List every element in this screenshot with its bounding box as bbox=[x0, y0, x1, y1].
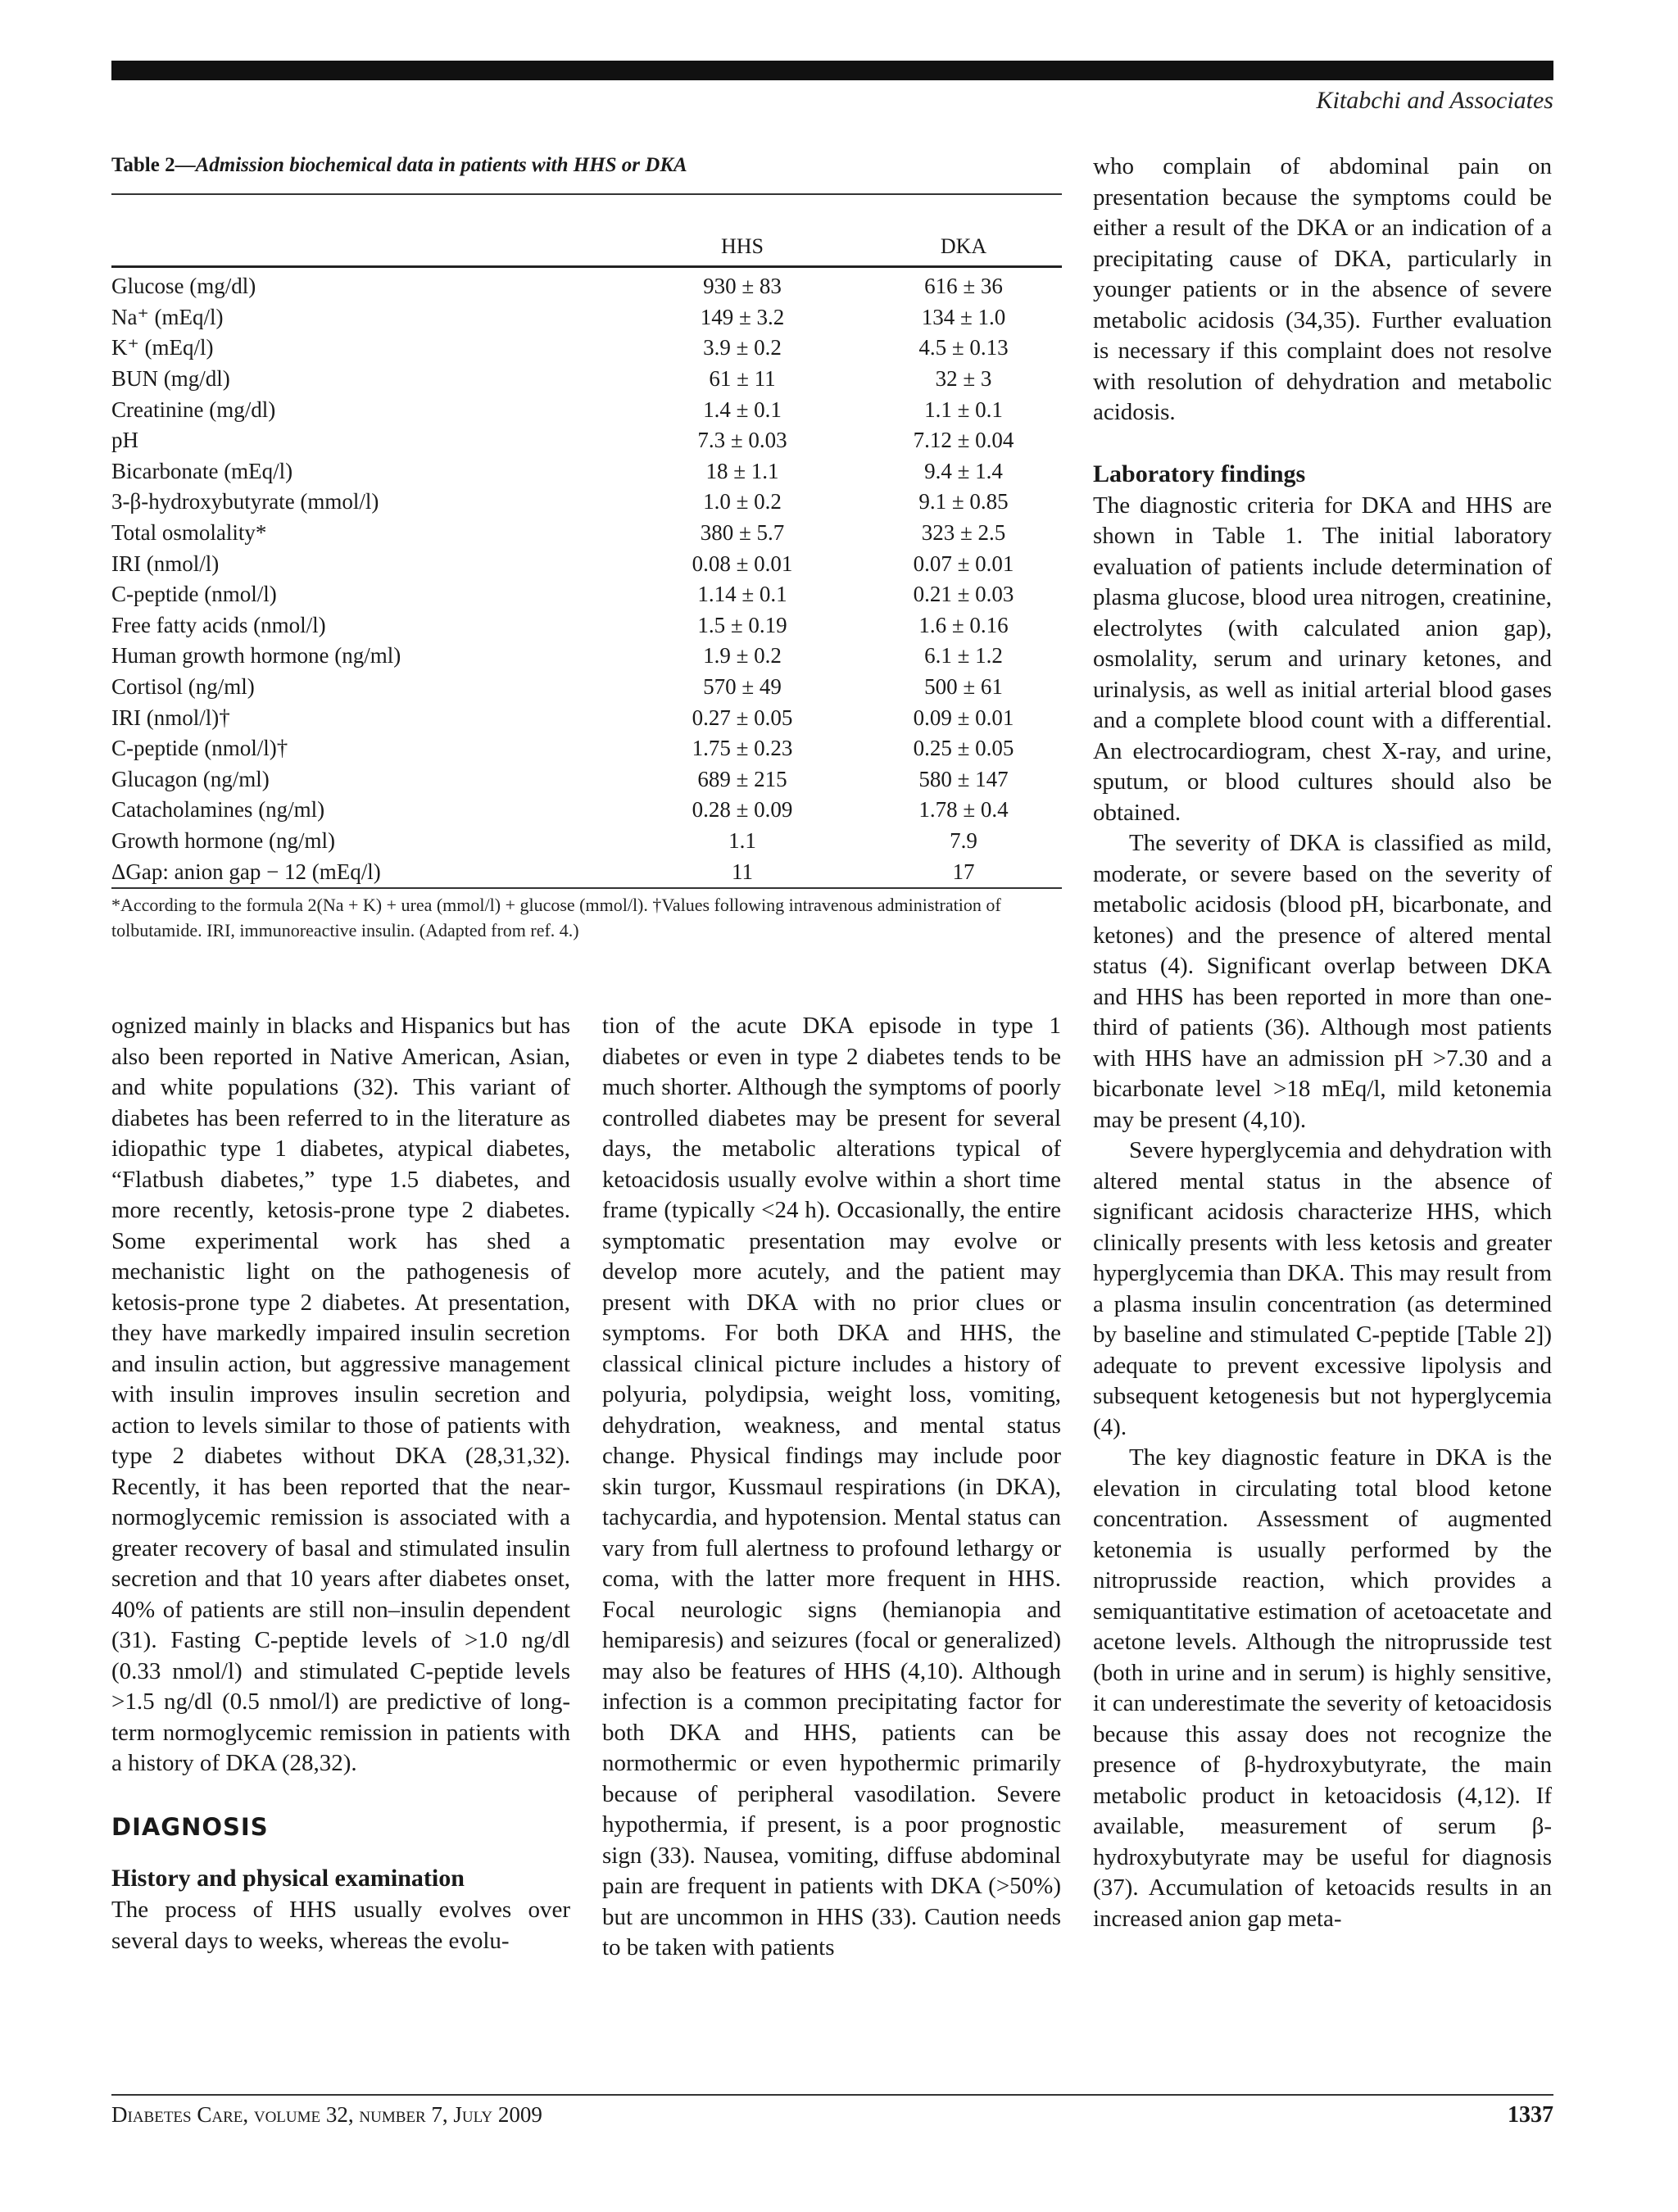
hhs-value: 0.27 ± 0.05 bbox=[692, 705, 793, 730]
top-rule-bar bbox=[111, 61, 1553, 80]
footer-rule bbox=[111, 2094, 1553, 2096]
paragraph: tion of the acute DKA episode in type 1 diabetes or even in type 2 diabetes tends to be much shorter. Although the symptoms of poorly controlled diabetes may be present for several days, the metabolic alterations typical of ketoacidosis usually evolve within a short time frame (typically <24 h). Occasionally, the entire symptomatic presentation may evolve or develop more acutely, and the patient may present with DKA with no prior clues or symptoms. For both DKA and HHS, the classical clinical picture includes a history of polyuria, polydipsia, weight loss, vomiting, dehydration, weakness, and mental status change. Physical findings may include poor skin turgor, Kussmaul respirations (in DKA), tachycardia, and hypotension. Mental status can vary from full alertness to profound lethargy or coma, with the latter more frequent in HHS. Focal neurologic signs (hemianopia and hemiparesis) and seizures (focal or generalized) may also be features of HHS (4,10). Although infection is a common precipitating factor for both DKA and HHS, patients can be normothermic or even hypothermic primarily because of peripheral vasodilation. Severe hypothermia, if present, is a poor prognostic sign (33). Nausea, vomiting, diffuse abdominal pain are frequent in patients with DKA (>50%) but are uncommon in HHS (33). Caution needs to be taken with patients bbox=[602, 1013, 1061, 1960]
dka-value: 9.1 ± 0.85 bbox=[918, 489, 1009, 514]
table-row bbox=[111, 271, 1062, 302]
dka-value: 616 ± 36 bbox=[924, 274, 1003, 299]
section-heading: DIAGNOSIS bbox=[111, 1812, 269, 1841]
table-row bbox=[111, 302, 1062, 333]
row-label: C-peptide (nmol/l) bbox=[111, 582, 277, 607]
table-row bbox=[111, 610, 1062, 641]
hhs-value: 1.14 ± 0.1 bbox=[697, 582, 787, 607]
row-label: Total osmolality* bbox=[111, 520, 267, 546]
row-label: IRI (nmol/l)† bbox=[111, 705, 230, 730]
row-label: ΔGap: anion gap − 12 (mEq/l) bbox=[111, 859, 381, 884]
subheading: History and physical examination bbox=[111, 1865, 465, 1892]
dka-value: 4.5 ± 0.13 bbox=[918, 335, 1009, 360]
table-row bbox=[111, 764, 1062, 796]
table-title: Admission biochemical data in patients with HHS or DKA bbox=[195, 154, 687, 176]
paragraph: ognized mainly in blacks and Hispanics but has also been reported in Native American, Asian, and white populations (32). This variant of diabetes has been referred to in the literature as idiopathic type 1 diabetes, atypical diabetes, “Flatbush diabetes,” type 1.5 diabetes, and more recently, ketosis-prone type 2 diabetes. Some experimental work has shed a mechanistic light on the pathogenesis of ketosis-prone type 2 diabetes. At presentation, they have markedly impaired insulin secretion and insulin action, but aggressive management with insulin improves insulin secretion and action to levels similar to those of patients with type 2 diabetes without DKA (28,31,32). Recently, it has been reported that the near-normoglycemic remission is associated with a greater recovery of basal and stimulated insulin secretion and that 10 years after diabetes onset, 40% of patients are still non–insulin dependent (31). Fasting C-peptide levels of >1.0 ng/dl (0.33 nmol/l) and stimulated C-peptide levels >1.5 ng/dl (0.5 nmol/l) are predictive of long-term normoglycemic remission in patients with a history of DKA (28,32). bbox=[111, 1013, 570, 1776]
row-label: pH bbox=[111, 428, 138, 453]
table-row bbox=[111, 518, 1062, 549]
dka-value: 0.09 ± 0.01 bbox=[913, 705, 1014, 730]
hhs-value: 1.75 ± 0.23 bbox=[692, 736, 793, 761]
table-row bbox=[111, 425, 1062, 456]
paragraph: who complain of abdominal pain on presentation because the symptoms could be either a result of the DKA or an indication of a precipitating cause of DKA, particularly in younger patients or in the absence of severe metabolic acidosis (34,35). Further evaluation is necessary if this complaint does not resolve with resolution of dehydration and metabolic acidosis. bbox=[1093, 153, 1552, 425]
dka-value: 134 ± 1.0 bbox=[921, 304, 1006, 329]
table-row bbox=[111, 487, 1062, 518]
table-row bbox=[111, 856, 1062, 887]
hhs-value: 0.08 ± 0.01 bbox=[692, 551, 793, 576]
row-label: Na⁺ (mEq/l) bbox=[111, 304, 224, 329]
dka-value: 0.07 ± 0.01 bbox=[913, 551, 1014, 576]
table-row bbox=[111, 733, 1062, 764]
subheading: Laboratory findings bbox=[1093, 460, 1306, 487]
row-label: Catacholamines (ng/ml) bbox=[111, 797, 325, 823]
page-number: 1337 bbox=[1508, 2102, 1553, 2128]
dka-value: 17 bbox=[952, 859, 975, 884]
table-caption bbox=[111, 154, 1062, 177]
hhs-value: 689 ± 215 bbox=[697, 766, 787, 791]
table-row bbox=[111, 548, 1062, 579]
text-column-1 bbox=[111, 1011, 570, 1956]
dka-value: 6.1 ± 1.2 bbox=[924, 643, 1003, 669]
row-label: Human growth hormone (ng/ml) bbox=[111, 643, 401, 669]
row-label: BUN (mg/dl) bbox=[111, 366, 230, 392]
hhs-value: 1.5 ± 0.19 bbox=[697, 612, 787, 637]
hhs-value: 930 ± 83 bbox=[703, 274, 782, 299]
text-column-3 bbox=[1093, 152, 1552, 1934]
hhs-value: 3.9 ± 0.2 bbox=[703, 335, 782, 360]
table-top-rule bbox=[111, 193, 1062, 195]
row-label: Bicarbonate (mEq/l) bbox=[111, 458, 293, 483]
table-bottom-rule bbox=[111, 887, 1062, 889]
table-footnote: *According to the formula 2(Na + K) + urea (mmol/l) + glucose (mmol/l). †Values following intravenous administration of tolbutamide. IRI, immunoreactive insulin. (Adapted from ref. 4.) bbox=[111, 894, 1001, 941]
row-label: Cortisol (ng/ml) bbox=[111, 674, 255, 700]
table-header-row bbox=[111, 223, 1062, 265]
table-row bbox=[111, 579, 1062, 610]
paragraph: The severity of DKA is classified as mild, moderate, or severe based on the severity of metabolic acidosis (blood pH, bicarbonate, and ketones) and the presence of altered mental status (4). Significant overlap between DKA and HHS has been reported in more than one-third of patients (36). Although most patients with HHS have an admission pH >7.30 and a bicarbonate level >18 mEq/l, mild ketonemia may be present (4,10). bbox=[1093, 830, 1552, 1133]
table-row bbox=[111, 826, 1062, 857]
hhs-value: 149 ± 3.2 bbox=[700, 304, 785, 329]
paragraph: The key diagnostic feature in DKA is the elevation in circulating total blood ketone concentration. Assessment of augmented ketonemia is usually performed by the nitroprusside reaction, which provides a semiquantitative estimation of acetoacetate and acetone levels. Although the nitroprusside test (both in urine and in serum) is highly sensitive, it can underestimate the severity of ketoacidosis because this assay does not recognize the presence of β-hydroxybutyrate, the main metabolic product in ketoacidosis (4,12). If available, measurement of serum β-hydroxybutyrate may be useful for diagnosis (37). Accumulation of ketoacids results in an increased anion gap meta- bbox=[1093, 1444, 1552, 1932]
row-label: Creatinine (mg/dl) bbox=[111, 397, 276, 422]
table-body bbox=[111, 268, 1062, 887]
hhs-value: 380 ± 5.7 bbox=[700, 520, 785, 546]
dka-value: 1.6 ± 0.16 bbox=[918, 612, 1009, 637]
table-row bbox=[111, 795, 1062, 826]
table-row bbox=[111, 702, 1062, 733]
table-row bbox=[111, 394, 1062, 425]
row-label: Glucose (mg/dl) bbox=[111, 274, 256, 299]
paragraph: The process of HHS usually evolves over several days to weeks, whereas the evolu- bbox=[111, 1897, 570, 1954]
table-label: Table 2— bbox=[111, 154, 196, 176]
paragraph: Severe hyperglycemia and dehydration with altered mental status in the absence of significant acidosis characterize HHS, which clinically presents with less ketosis and greater hyperglycemia than DKA. This may result from a plasma insulin concentration (as determined by baseline and stimulated C-peptide [Table 2]) adequate to prevent excessive lipolysis and subsequent ketogenesis but not hyperglycemia (4). bbox=[1093, 1137, 1552, 1440]
hhs-value: 61 ± 11 bbox=[709, 366, 776, 392]
dka-value: 32 ± 3 bbox=[935, 366, 992, 392]
table-2 bbox=[111, 154, 1062, 943]
dka-value: 9.4 ± 1.4 bbox=[924, 458, 1003, 483]
hhs-value: 1.0 ± 0.2 bbox=[703, 489, 782, 514]
hhs-value: 1.1 bbox=[728, 827, 756, 853]
column-header-hhs: HHS bbox=[720, 234, 764, 258]
hhs-value: 1.9 ± 0.2 bbox=[703, 643, 782, 669]
row-label: C-peptide (nmol/l)† bbox=[111, 736, 288, 761]
dka-value: 580 ± 147 bbox=[918, 766, 1009, 791]
dka-value: 323 ± 2.5 bbox=[921, 520, 1006, 546]
text-column-2 bbox=[602, 1011, 1061, 1964]
table-row bbox=[111, 333, 1062, 364]
hhs-value: 570 ± 49 bbox=[703, 674, 782, 700]
row-label: Growth hormone (ng/ml) bbox=[111, 827, 335, 853]
dka-value: 7.12 ± 0.04 bbox=[913, 428, 1014, 453]
hhs-value: 1.4 ± 0.1 bbox=[703, 397, 782, 422]
dka-value: 0.25 ± 0.05 bbox=[913, 736, 1014, 761]
row-label: 3-β-hydroxybutyrate (mmol/l) bbox=[111, 489, 379, 514]
dka-value: 1.1 ± 0.1 bbox=[924, 397, 1003, 422]
paragraph: The diagnostic criteria for DKA and HHS are shown in Table 1. The initial laboratory evaluation of patients include determination of plasma glucose, blood urea nitrogen, creatinine, electrolytes (with calculated anion gap), osmolality, serum and urinary ketones, and urinalysis, as well as initial arterial blood gases and a complete blood count with a differential. An electrocardiogram, chest X-ray, and urine, sputum, or blood cultures should also be obtained. bbox=[1093, 492, 1552, 826]
table-row bbox=[111, 456, 1062, 487]
dka-value: 7.9 bbox=[950, 827, 977, 853]
table-row bbox=[111, 364, 1062, 395]
dka-value: 0.21 ± 0.03 bbox=[913, 582, 1014, 607]
journal-citation: Diabetes Care, volume 32, number 7, July 2009 bbox=[111, 2102, 542, 2127]
table-row bbox=[111, 672, 1062, 703]
hhs-value: 18 ± 1.1 bbox=[705, 458, 779, 483]
dka-value: 500 ± 61 bbox=[924, 674, 1003, 700]
column-header-dka: DKA bbox=[940, 234, 987, 258]
dka-value: 1.78 ± 0.4 bbox=[918, 797, 1009, 823]
row-label: K⁺ (mEq/l) bbox=[111, 335, 214, 360]
row-label: Glucagon (ng/ml) bbox=[111, 766, 270, 791]
hhs-value: 0.28 ± 0.09 bbox=[692, 797, 793, 823]
row-label: Free fatty acids (nmol/l) bbox=[111, 612, 326, 637]
row-label: IRI (nmol/l) bbox=[111, 551, 220, 576]
running-head: Kitabchi and Associates bbox=[1316, 87, 1553, 114]
table-row bbox=[111, 641, 1062, 672]
hhs-value: 11 bbox=[732, 859, 753, 884]
hhs-value: 7.3 ± 0.03 bbox=[697, 428, 787, 453]
